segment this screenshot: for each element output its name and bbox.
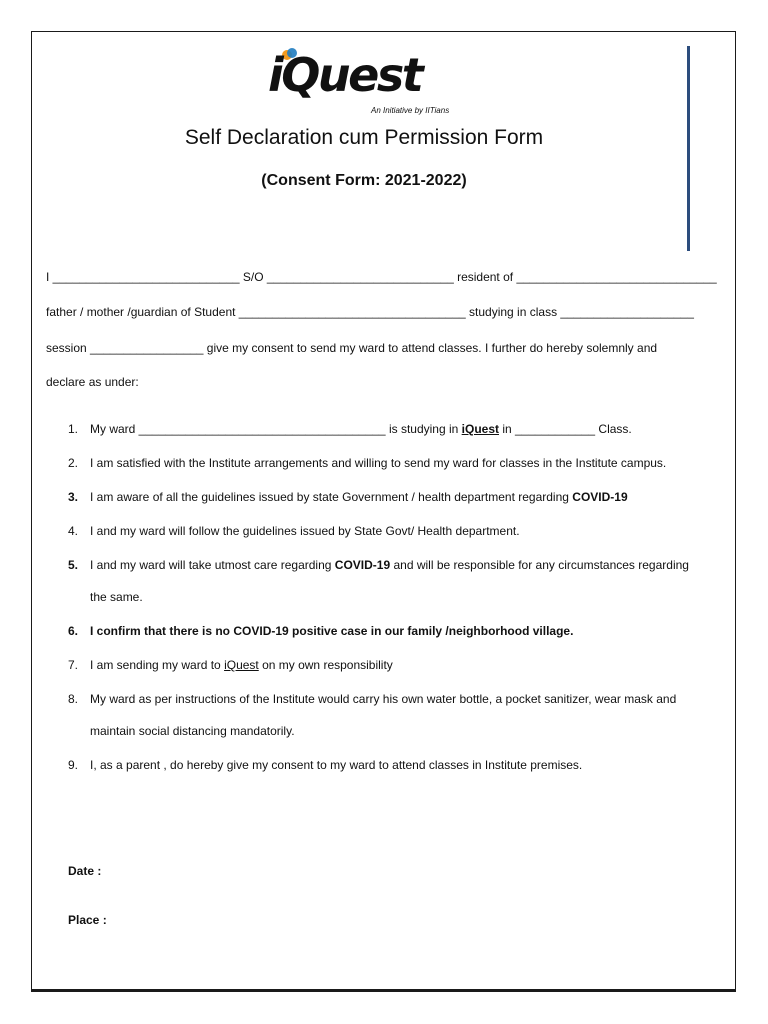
place-label: Place : [68,913,107,927]
date-label: Date : [68,864,102,878]
form-title: Self Declaration cum Permission Form [184,126,544,149]
declaration-item-8: 8. My ward as per instructions of the Institute would carry his own water bottle, a pocket sanitizer, wear mask and [68,692,677,706]
iquest-logo [268,46,450,122]
declaration-item-6: 6. I confirm that there is no COVID-19 positive case in our family /neighborhood village. [68,624,574,638]
declaration-item-8-cont: maintain social distancing mandatorily. [90,724,295,738]
intro-line-1: I ____________________________ S/O ____________________________ resident of ______________________________ [46,270,717,284]
declaration-item-2: 2. I am satisfied with the Institute arrangements and willing to send my ward for classes in the Institute campus. [68,456,667,470]
logo-tagline: An Initiative by IITians [371,106,450,115]
declaration-list [68,421,728,773]
intro-line-4: declare as under: [46,375,139,389]
declaration-item-3: 3. I am aware of all the guidelines issued by state Government / health department regarding COVID-19 [68,490,628,504]
declaration-item-1: 1. My ward _____________________________________ is studying in iQuest in ____________ Class. [68,422,632,436]
declaration-item-5: 5. I and my ward will take utmost care regarding COVID-19 and will be responsible for any circumstances regarding [68,558,689,572]
intro-line-2: father / mother /guardian of Student __________________________________ studying in class ____________________ [46,305,694,319]
declaration-item-4: 4. I and my ward will follow the guidelines issued by State Govt/ Health department. [68,524,520,538]
logo-wordmark: iQuest [268,48,422,102]
declaration-item-9: 9. I, as a parent , do hereby give my consent to my ward to attend classes in Institute premises. [68,758,583,772]
declaration-item-5-cont: the same. [90,590,143,604]
declaration-item-7: 7. I am sending my ward to iQuest on my own responsibility [68,658,393,672]
form-subtitle: (Consent Form: 2021-2022) [261,172,467,189]
intro-line-3: session _________________ give my consent to send my ward to attend classes. I further do hereby solemnly and [46,341,658,355]
